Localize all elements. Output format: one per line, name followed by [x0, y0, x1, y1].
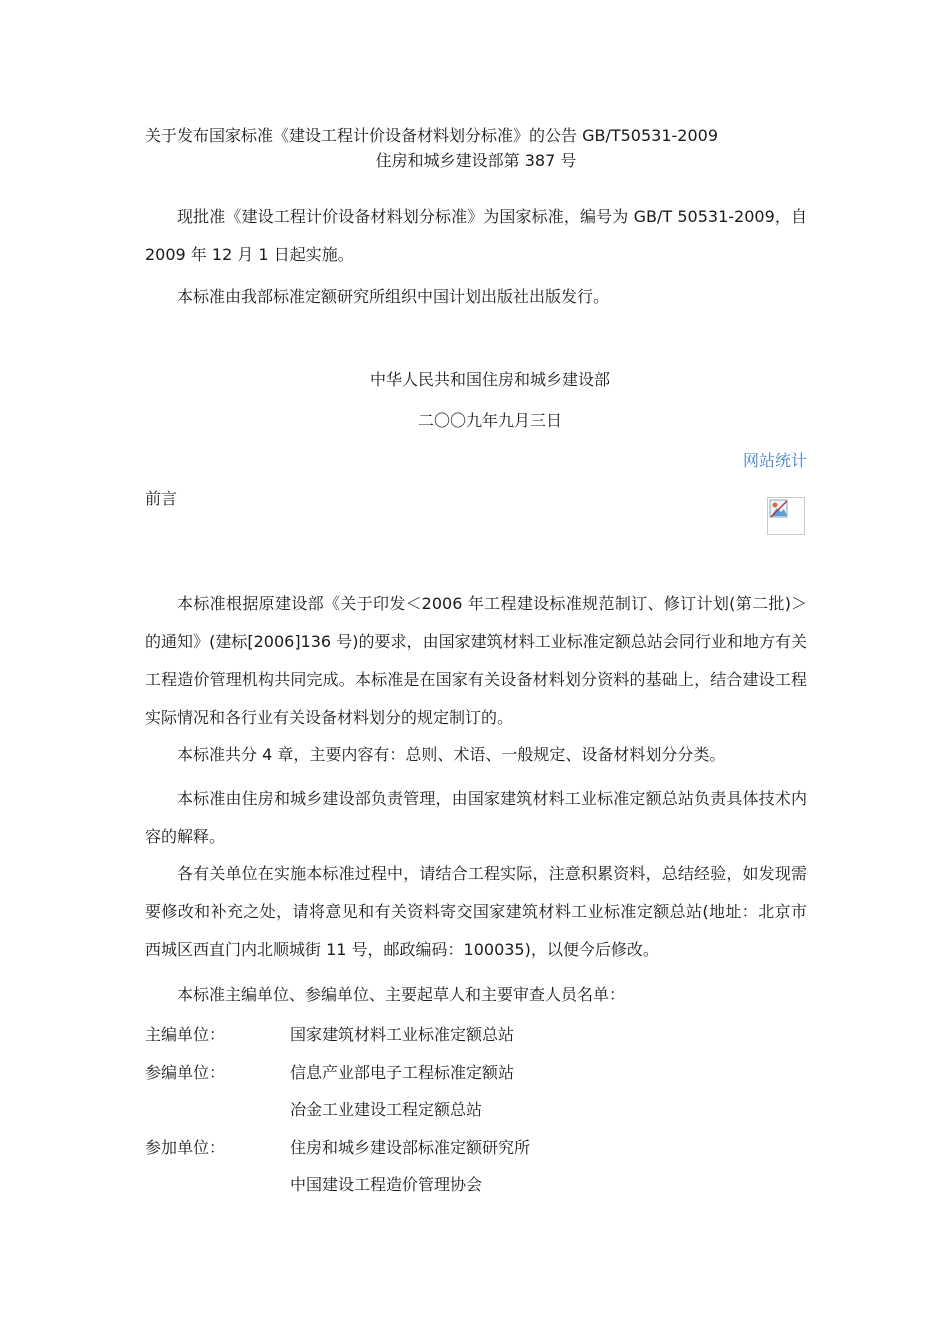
unit-role: 参编单位：: [145, 1063, 226, 1082]
unit-row: [145, 1062, 807, 1084]
unit-row: [145, 1174, 807, 1196]
site-stats-link[interactable]: 网站统计: [742, 451, 807, 470]
unit-org: 信息产业部电子工程标准定额站: [290, 1063, 515, 1082]
unit-role: 主编单位：: [145, 1025, 226, 1044]
unit-org: 冶金工业建设工程定额总站: [290, 1100, 483, 1119]
publish-paragraph: 本标准由我部标准定额研究所组织中国计划出版社出版发行。: [177, 287, 610, 306]
unit-org: 国家建筑材料工业标准定额总站: [290, 1025, 515, 1044]
notice-title: 关于发布国家标准《建设工程计价设备材料划分标准》的公告 GB/T50531-2009: [145, 126, 719, 145]
approval-paragraph: 现批准《建设工程计价设备材料划分标准》为国家标准，编号为 GB/T 50531-2009，自 2009 年 12 月 1 日起实施。: [145, 207, 807, 264]
unit-row: [145, 1099, 807, 1121]
preface-heading: 前言: [145, 489, 178, 508]
notice-number: 住房和城乡建设部第 387 号: [375, 151, 577, 170]
unit-row: [145, 1024, 807, 1046]
preface-paragraph-1: 本标准根据原建设部《关于印发＜2006 年工程建设标准规范制订、修订计划(第二批)＞的通知》(建标[2006]136 号)的要求，由国家建筑材料工业标准定额总站会同行业和地方有关工程造价管理机构共同完成。本标准是在国家有关设备材料划分资料的基础上，结合建设工程实际情况和各行业有关设备材料划分的规定制订的。: [145, 594, 807, 727]
preface-paragraph-4: 各有关单位在实施本标准过程中，请结合工程实际，注意积累资料，总结经验，如发现需要修改和补充之处，请将意见和有关资料寄交国家建筑材料工业标准定额总站(地址：北京市西城区西直门内北顺城街 11 号，邮政编码：100035)，以便今后修改。: [145, 864, 807, 959]
unit-org: 住房和城乡建设部标准定额研究所: [290, 1138, 531, 1157]
preface-paragraph-2: 本标准共分 4 章，主要内容有：总则、术语、一般规定、设备材料划分分类。: [177, 745, 726, 764]
issuer: 中华人民共和国住房和城乡建设部: [369, 370, 610, 389]
preface-paragraph-5: 本标准主编单位、参编单位、主要起草人和主要审查人员名单：: [177, 985, 626, 1004]
unit-org: 中国建设工程造价管理协会: [290, 1175, 483, 1194]
unit-role: 参加单位：: [145, 1138, 226, 1157]
preface-paragraph-3: 本标准由住房和城乡建设部负责管理，由国家建筑材料工业标准定额总站负责具体技术内容的解释。: [145, 789, 807, 846]
issue-date: 二〇〇九年九月三日: [417, 411, 562, 430]
broken-image-icon: [767, 497, 805, 535]
unit-row: [145, 1137, 807, 1159]
